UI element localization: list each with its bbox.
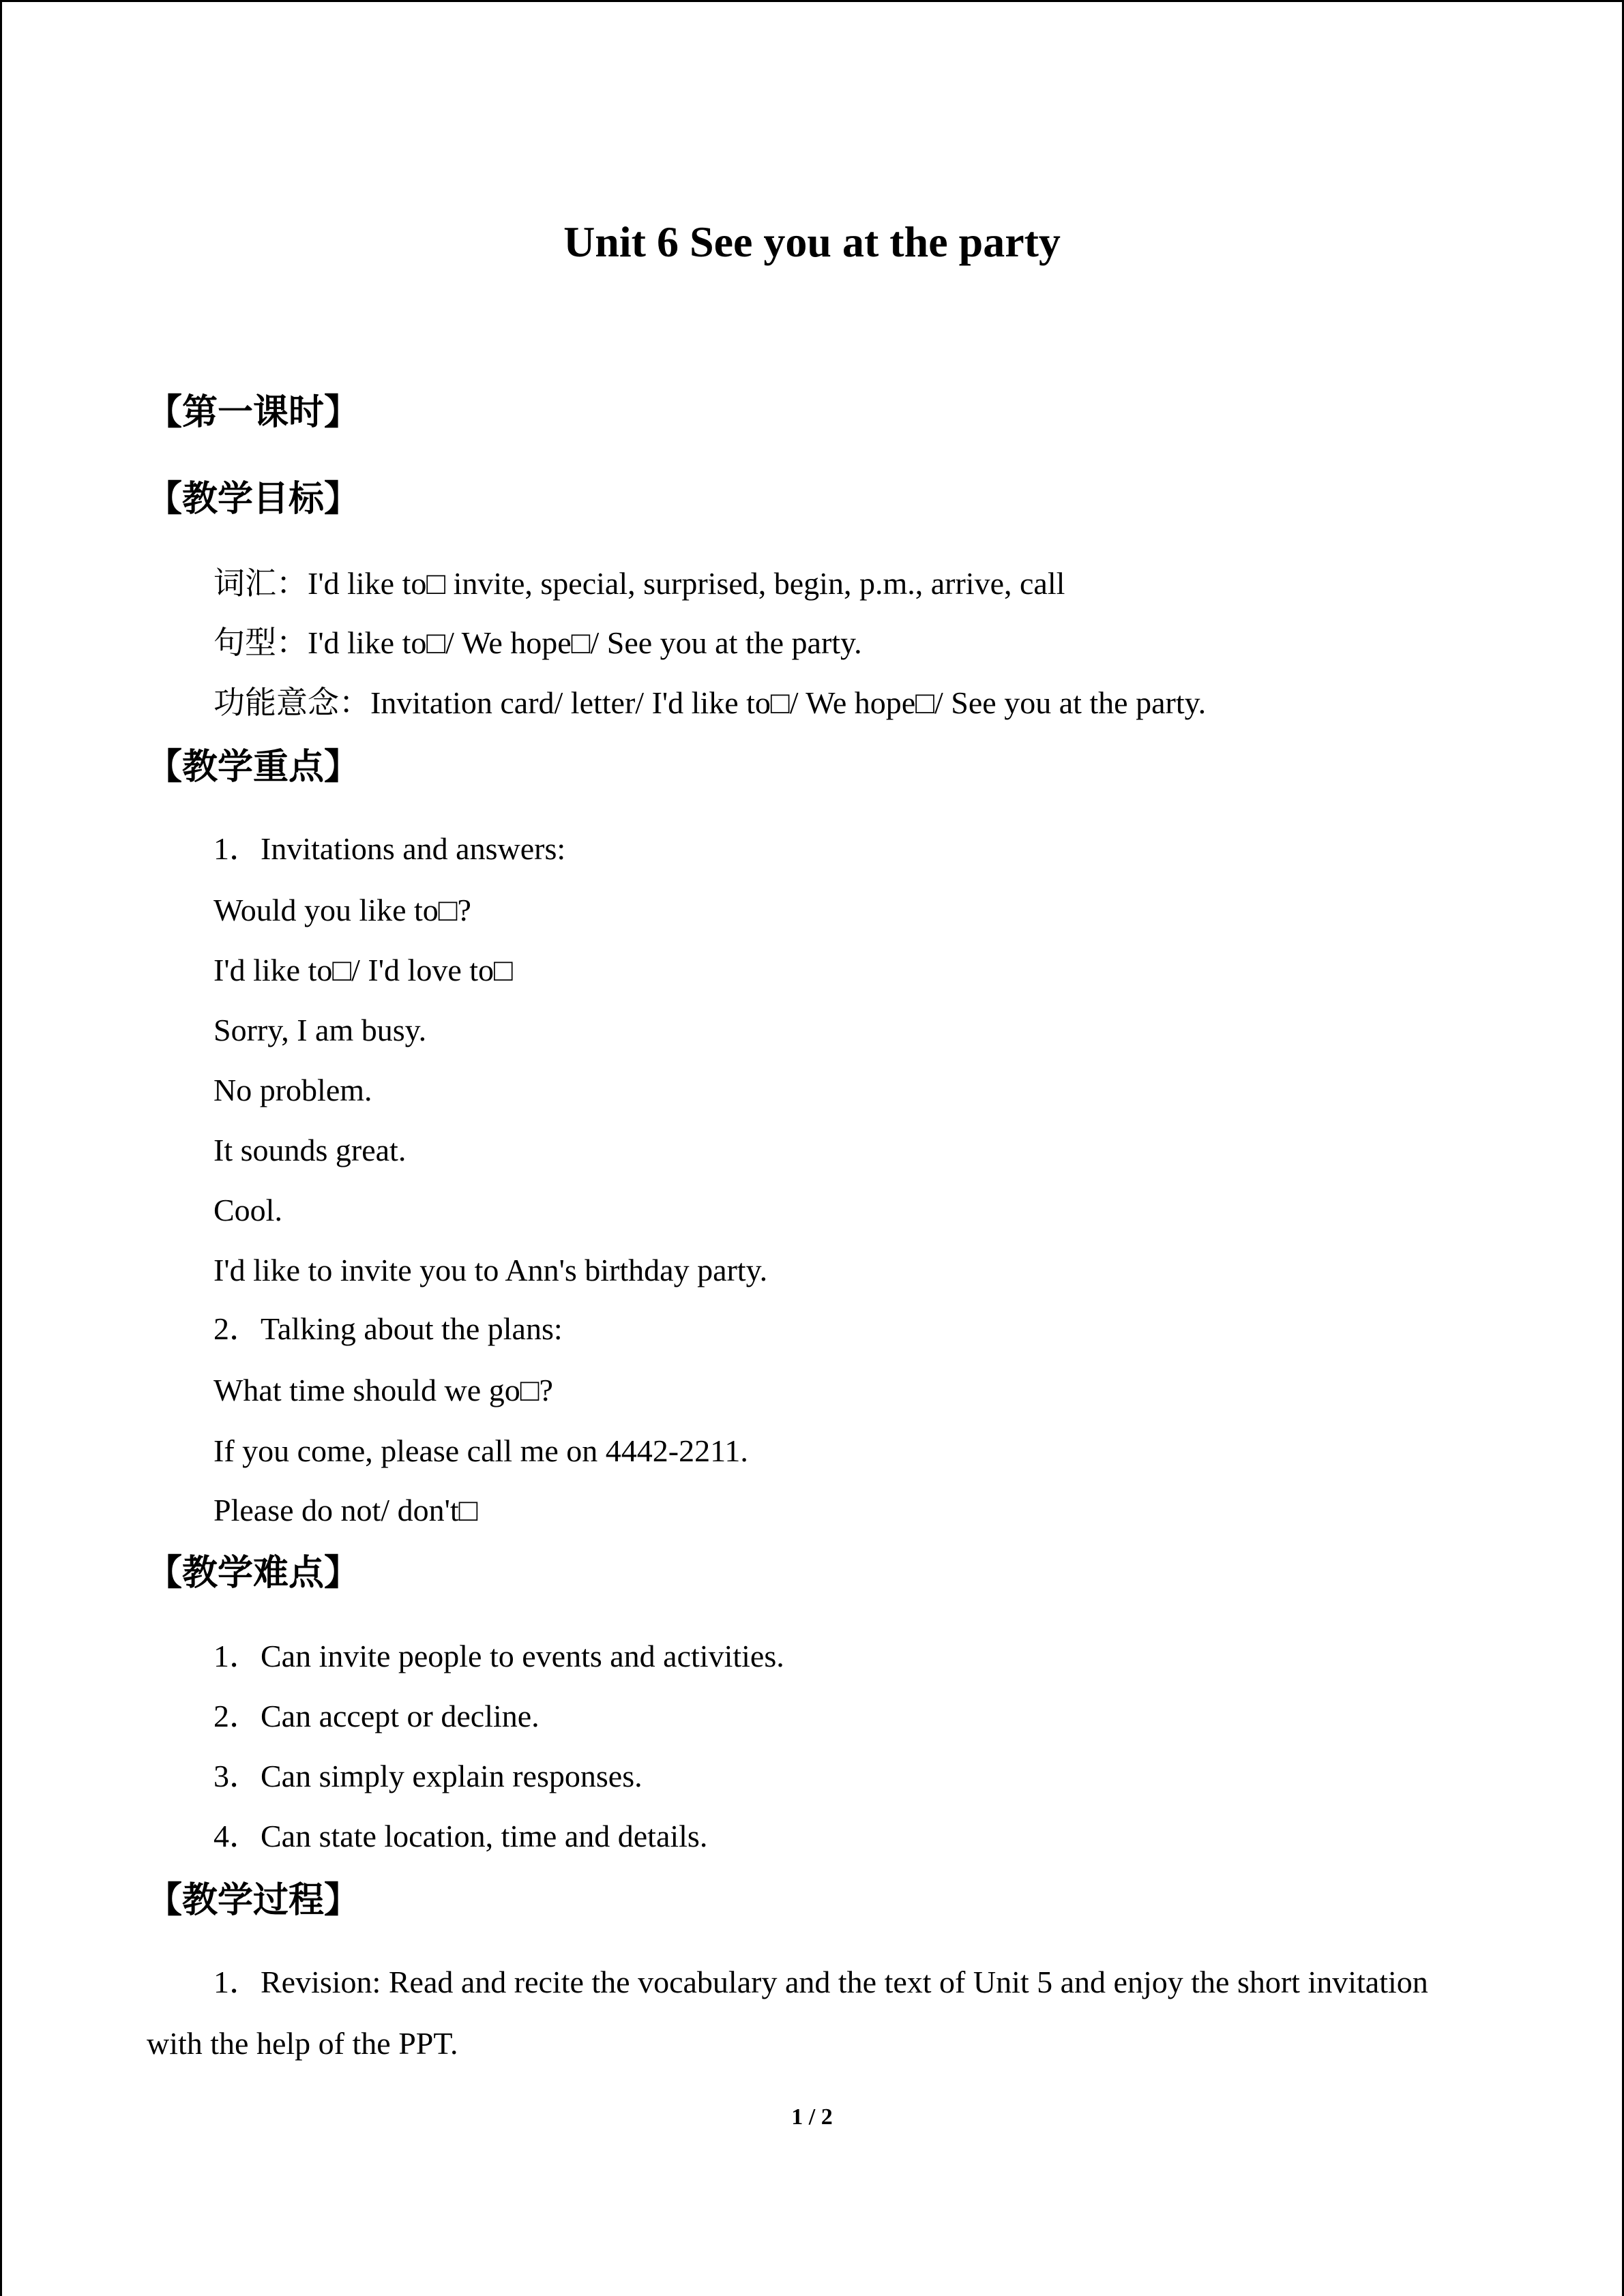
document-title: Unit 6 See you at the party (563, 218, 1061, 266)
objectives-line-vocabulary: 词汇：I'd like to□ invite, special, surprised, begin, p.m., arrive, call (213, 566, 1065, 601)
lesson-label: 【第一课时】 (147, 392, 360, 433)
difficulties-line: 4．Can state location, time and details. (213, 1819, 708, 1853)
key-points-line: I'd like to invite you to Ann's birthday party. (213, 1253, 768, 1287)
key-points-line: No problem. (213, 1073, 372, 1107)
key-points-line: If you come, please call me on 4442-2211. (213, 1433, 748, 1468)
key-points-line: What time should we go□? (213, 1373, 553, 1407)
key-points-line: Sorry, I am busy. (213, 1013, 427, 1047)
objectives-line-sentence: 句型：I'd like to□/ We hope□/ See you at the party. (213, 625, 862, 660)
process-paragraph: 1．Revision: Read and recite the vocabulary and the text of Unit 5 and enjoy the short invitation with the help of the PPT. (147, 1965, 1428, 2061)
difficulties-line: 3．Can simply explain responses. (213, 1759, 643, 1793)
key-points-line: Cool. (213, 1193, 282, 1227)
page-number: 1 / 2 (791, 2104, 833, 2130)
key-points-line: It sounds great. (213, 1133, 407, 1167)
key-points-line: 2．Talking about the plans: (213, 1311, 563, 1346)
difficulties-line: 2．Can accept or decline. (213, 1699, 540, 1733)
key-points-line: Please do not/ don't□ (213, 1493, 478, 1527)
key-points-line: Would you like to□? (213, 893, 471, 927)
key-points-line: 1．Invitations and answers: (213, 831, 566, 866)
process-heading: 【教学过程】 (147, 1880, 360, 1921)
objectives-heading: 【教学目标】 (147, 479, 360, 520)
difficulties-heading: 【教学难点】 (147, 1553, 360, 1594)
key-points-heading: 【教学重点】 (147, 747, 360, 788)
key-points-line: I'd like to□/ I'd love to□ (213, 953, 513, 987)
objectives-line-function: 功能意念：Invitation card/ letter/ I'd like to□/ We hope□/ See you at the party. (213, 685, 1207, 720)
difficulties-line: 1．Can invite people to events and activities. (213, 1639, 784, 1673)
